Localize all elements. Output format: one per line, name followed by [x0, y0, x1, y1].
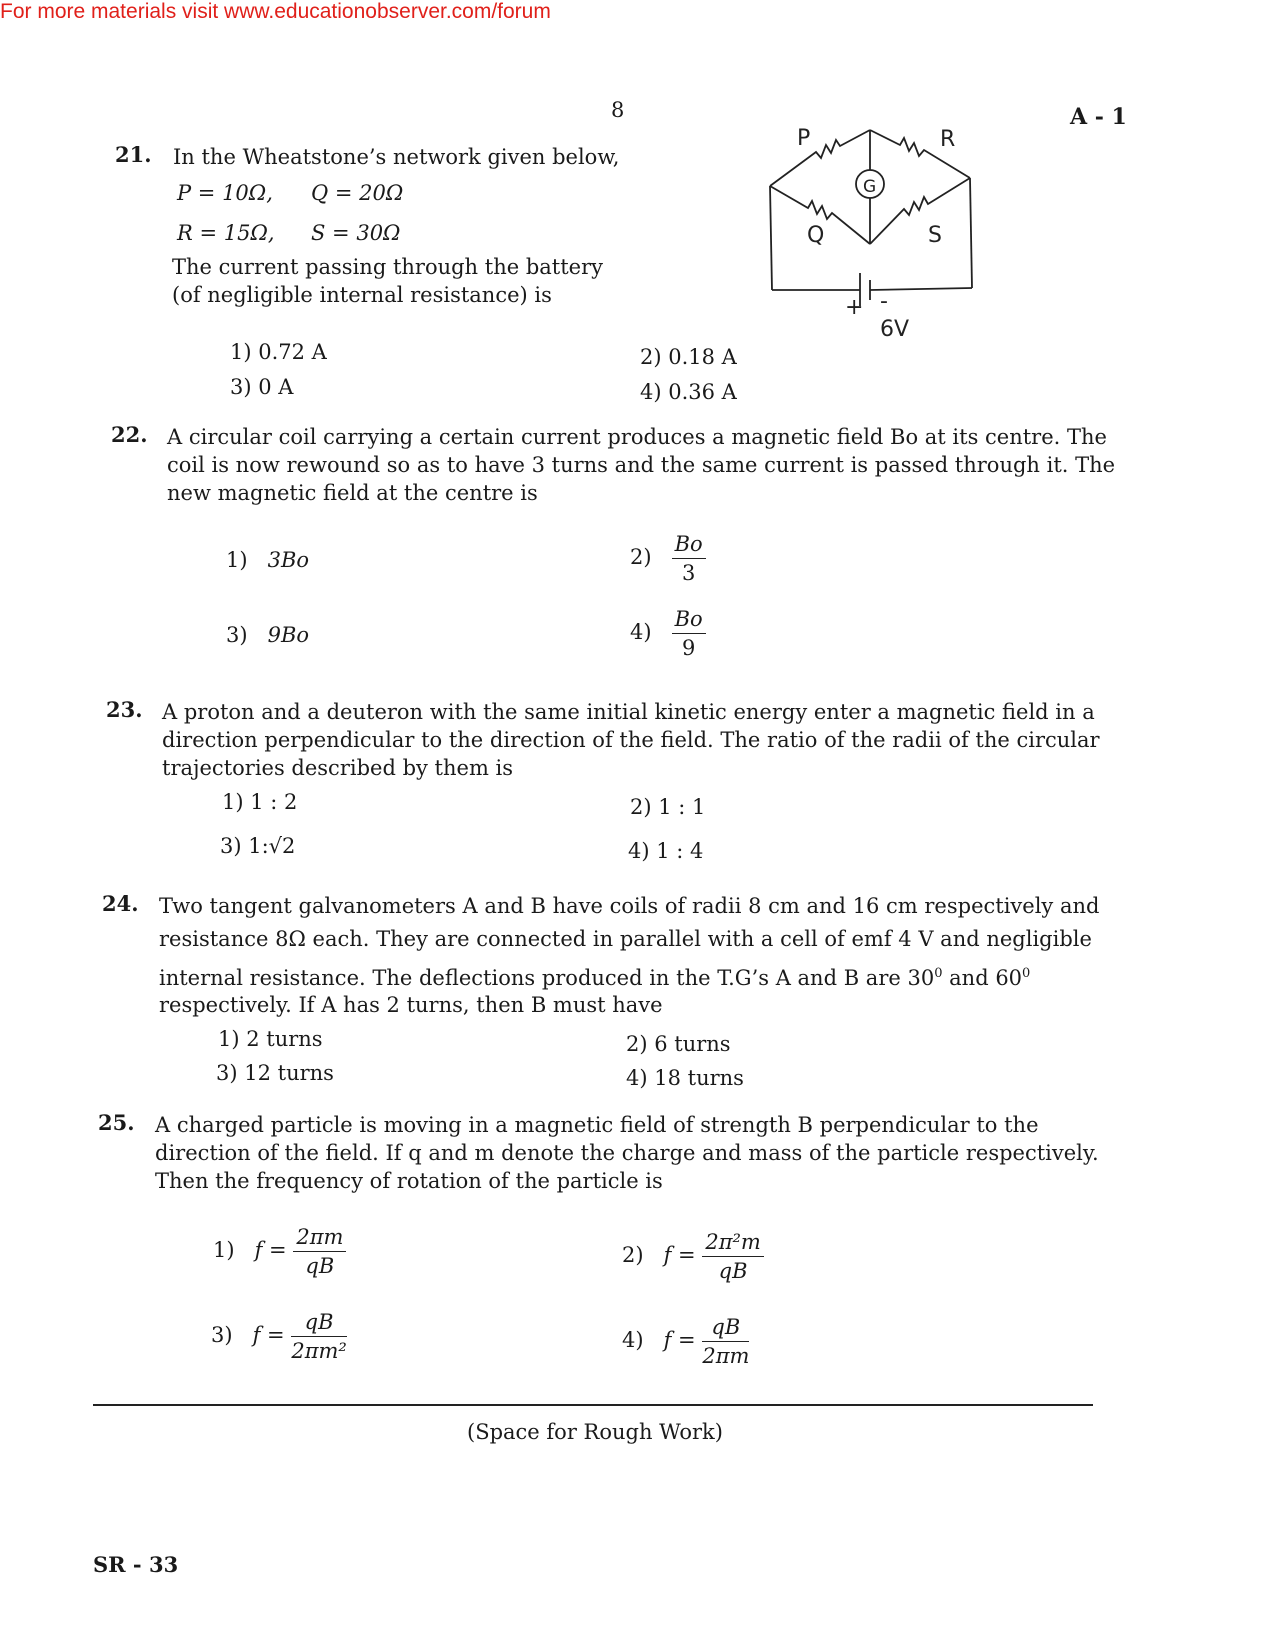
q24-option-4[interactable]: 4) 18 turns — [626, 1066, 744, 1090]
question-23-number: 23. — [106, 697, 143, 722]
degree-30: 0 — [934, 966, 943, 981]
source-banner[interactable]: For more materials visit www.educationobserver.com/forum — [0, 0, 551, 23]
question-22-line3: new magnetic field at the centre is — [167, 481, 538, 505]
question-23-line2: direction perpendicular to the direction of the field. The ratio of the radii of the circular — [162, 728, 1100, 752]
question-21-number: 21. — [115, 142, 152, 167]
q25-option-1-denominator: qB — [305, 1254, 335, 1278]
q25-option-2-denominator: qB — [718, 1259, 748, 1283]
q25-option-4[interactable] — [622, 1313, 749, 1370]
q25-option-4-numerator: qB — [702, 1313, 749, 1342]
q21-option-3[interactable]: 3) 0 A — [230, 375, 294, 399]
q25-option-3-lhs: f = — [252, 1323, 285, 1347]
label-s: S — [928, 223, 942, 248]
q22-option-4-denominator: 9 — [681, 636, 696, 660]
q25-option-4-lhs: f = — [663, 1328, 696, 1352]
q25-option-2[interactable] — [622, 1228, 764, 1285]
q22-option-4-label: 4) — [630, 620, 652, 644]
q22-option-3-value: 9Bo — [267, 623, 310, 647]
q25-option-1-lhs: f = — [254, 1238, 287, 1262]
question-23-line1: A proton and a deuteron with the same initial kinetic energy enter a magnetic field in a — [162, 700, 1095, 724]
q21-q-value: Q = 20Ω — [311, 181, 404, 205]
question-22-number: 22. — [111, 422, 148, 447]
label-minus: - — [880, 289, 888, 314]
q22-option-2-numerator: Bo — [672, 530, 706, 559]
q21-option-1[interactable]: 1) 0.72 A — [230, 340, 327, 364]
footer-code: SR - 33 — [93, 1552, 179, 1577]
q22-option-2[interactable] — [630, 530, 706, 587]
question-21-line3: (of negligible internal resistance) is — [172, 283, 552, 307]
resistor-s — [870, 178, 970, 244]
q25-option-1-numerator: 2πm — [293, 1223, 346, 1252]
label-plus: + — [845, 295, 864, 320]
q23-option-3[interactable]: 3) 1:√2 — [220, 834, 296, 858]
q21-option-2[interactable]: 2) 0.18 A — [640, 345, 737, 369]
question-25-number: 25. — [98, 1110, 135, 1135]
q24-option-2[interactable]: 2) 6 turns — [626, 1032, 731, 1056]
q25-option-4-denominator: 2πm — [702, 1344, 750, 1368]
label-p: P — [797, 126, 811, 151]
q25-option-1-label: 1) — [213, 1238, 235, 1262]
label-r: R — [940, 127, 956, 152]
q22-option-4[interactable] — [630, 605, 706, 662]
question-21-line1: In the Wheatstone’s network given below, — [173, 145, 620, 169]
q21-option-4[interactable]: 4) 0.36 A — [640, 380, 737, 404]
rough-work-divider — [93, 1404, 1093, 1406]
degree-60: 0 — [1022, 966, 1031, 981]
q25-option-3-denominator: 2πm² — [291, 1339, 347, 1363]
q22-option-1-value: 3Bo — [267, 548, 310, 572]
q22-option-2-label: 2) — [630, 545, 652, 569]
q25-option-1[interactable] — [213, 1223, 346, 1280]
q24-option-1[interactable]: 1) 2 turns — [218, 1027, 323, 1051]
page-number: 8 — [611, 98, 625, 122]
q24-option-3[interactable]: 3) 12 turns — [216, 1061, 334, 1085]
resistor-p — [770, 130, 870, 186]
q22-option-3[interactable] — [226, 623, 309, 647]
q22-option-1-label: 1) — [226, 548, 248, 572]
q25-option-2-label: 2) — [622, 1243, 644, 1267]
rough-work-label: (Space for Rough Work) — [467, 1420, 723, 1444]
question-24-line1: Two tangent galvanometers A and B have coils of radii 8 cm and 16 cm respectively and — [159, 894, 1100, 918]
q25-option-4-label: 4) — [622, 1328, 644, 1352]
question-24-line4: respectively. If A has 2 turns, then B must have — [159, 993, 663, 1017]
question-24-line3-text: internal resistance. The deflections produced in the T.G’s A and B are 30 — [159, 966, 935, 990]
question-22-line1: A circular coil carrying a certain current produces a magnetic field Bo at its centre. The — [167, 425, 1107, 449]
q23-option-1[interactable]: 1) 1 : 2 — [222, 790, 298, 814]
q25-option-3-label: 3) — [211, 1323, 233, 1347]
q21-s-value: S = 30Ω — [311, 221, 401, 245]
question-25-line2: direction of the field. If q and m denote the charge and mass of the particle respectively. — [155, 1141, 1099, 1165]
question-22-line2: coil is now rewound so as to have 3 turns and the same current is passed through it. The — [167, 453, 1116, 477]
question-21-line2: The current passing through the battery — [172, 255, 603, 279]
question-24-line3-mid: and 60 — [942, 966, 1023, 990]
q23-option-2[interactable]: 2) 1 : 1 — [630, 795, 706, 819]
question-25-line3: Then the frequency of rotation of the particle is — [155, 1169, 663, 1193]
question-24-line2: resistance 8Ω each. They are connected in parallel with a cell of emf 4 V and negligible — [159, 927, 1092, 951]
q25-option-2-numerator: 2π²m — [702, 1228, 764, 1257]
wheatstone-bridge-diagram — [760, 118, 980, 353]
q25-option-3[interactable] — [211, 1308, 347, 1365]
label-emf: 6V — [880, 317, 910, 342]
q25-option-2-lhs: f = — [663, 1243, 696, 1267]
q21-r-value: R = 15Ω, — [177, 221, 275, 245]
question-25-line1: A charged particle is moving in a magnetic field of strength B perpendicular to the — [155, 1113, 1039, 1137]
q22-option-3-label: 3) — [226, 623, 248, 647]
question-24-line3 — [159, 961, 1030, 991]
question-23-line3: trajectories described by them is — [162, 756, 514, 780]
q21-p-value: P = 10Ω, — [177, 181, 273, 205]
label-g: G — [863, 177, 877, 197]
q22-option-4-numerator: Bo — [672, 605, 706, 634]
q22-option-1[interactable] — [226, 548, 309, 572]
paper-code: A - 1 — [1070, 104, 1127, 130]
q25-option-3-numerator: qB — [291, 1308, 347, 1337]
q23-option-4[interactable]: 4) 1 : 4 — [628, 839, 704, 863]
label-q: Q — [807, 223, 825, 248]
question-24-number: 24. — [102, 891, 139, 916]
q22-option-2-denominator: 3 — [681, 561, 696, 585]
